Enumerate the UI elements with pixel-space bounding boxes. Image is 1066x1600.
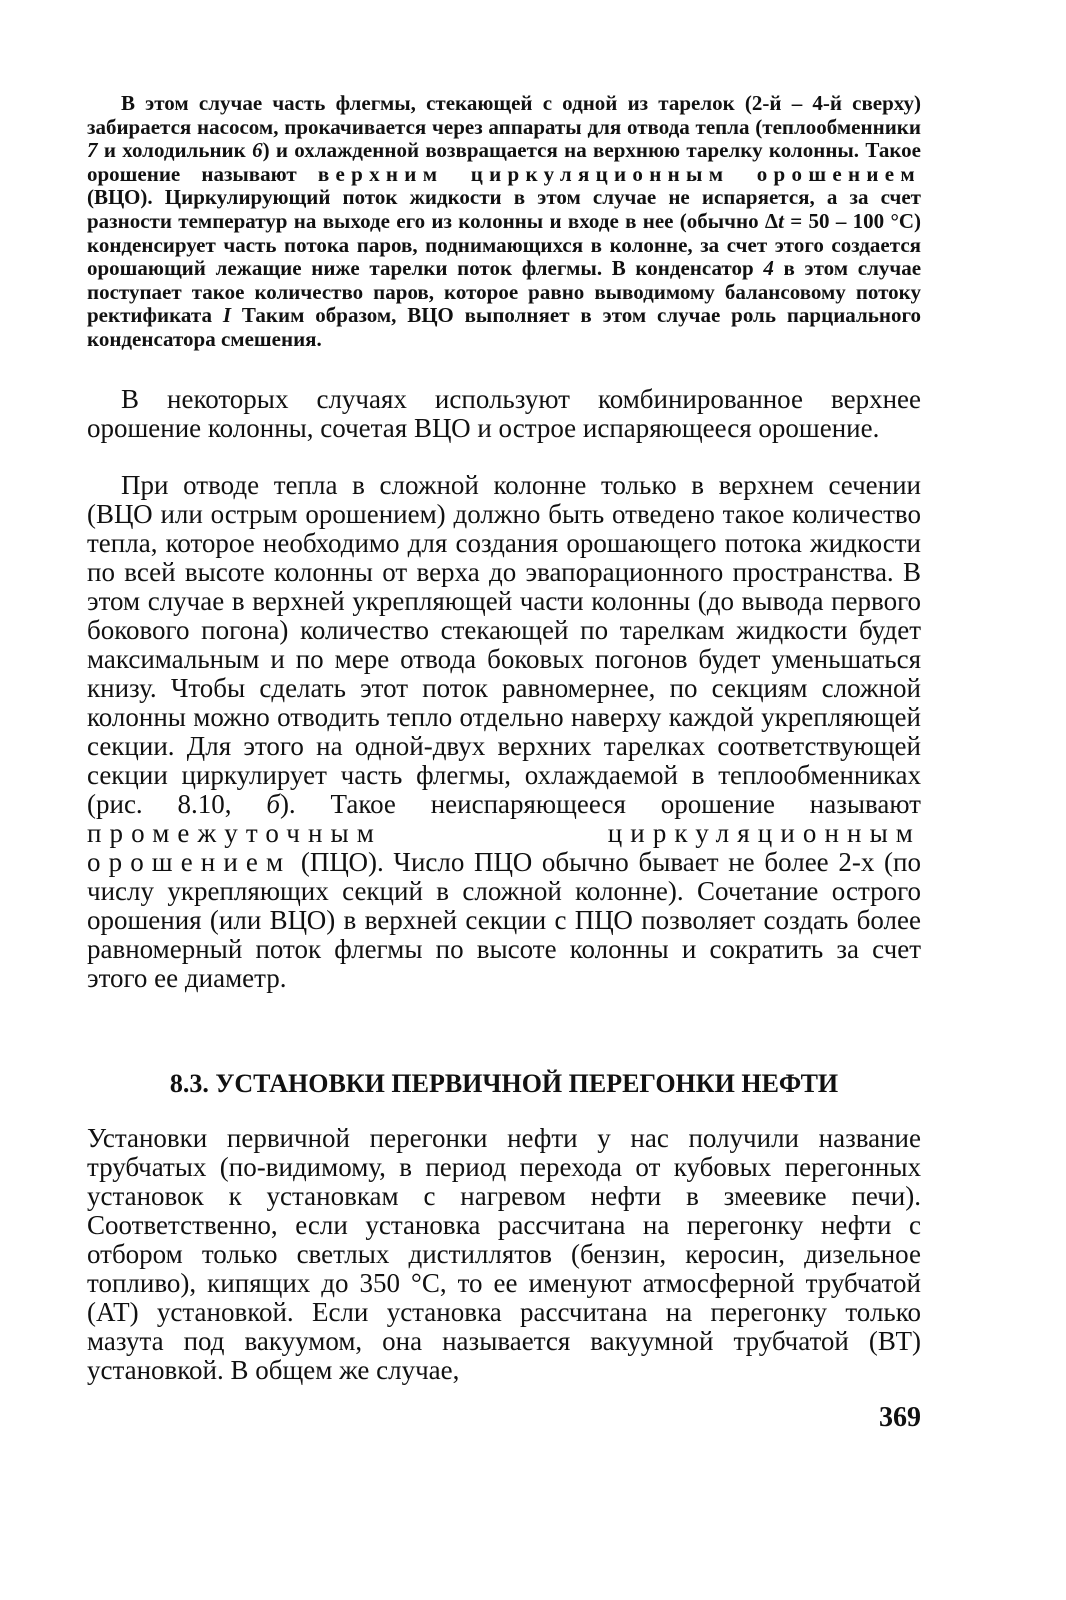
variable-t: t [778, 208, 784, 233]
text-run: При отводе тепла в сложной колонне только в верхнем сечении (ВЦО или острым орошением) должно быть отведено такое количество тепла, которое необходимо для создания орошающего потока жидкости по всей высоте колонны от верха до эвапорационного пространства. В этом случае в верхней укрепляющей части колонны (до вывода первого бокового погона) количество стекающей по тарелкам жидкости будет максимальным и по мере отвода боковых погонов будет уменьшаться книзу. Чтобы сделать этот поток равномернее, по секциям сложной колонны можно отводить тепло отдельно наверху каждой укрепляющей секции. Для этого на одной-двух верхних тарелках соответствующей секции циркулирует часть флегмы, охлаждаемой в теплообменниках (рис. 8.10, [87, 470, 921, 819]
text-run: ). Такое неиспаряющееся орошение называют [279, 789, 921, 819]
text-run: (ПЦО). Число ПЦО обычно бывает не более 2-х (по числу укрепляющих секций в сложной колонне). Сочетание острого орошения (или ВЦО) в верхней секции с ПЦО позволяет создать более равномерный поток флегмы по высоте колонны и сократить за счет этого ее диаметр. [87, 847, 921, 993]
text-run: (ВЦО). Циркулирующий поток жидкости в этом случае не испаряется, а за счет разности температур на выходе его из колонны и входе в нее (обычно Δ [87, 185, 921, 233]
ref-number: 4 [763, 256, 774, 281]
text-run: Таким образом, ВЦО выполняет в этом случае роль парциального конденсатора смешения. [87, 303, 921, 351]
ref-number: I [222, 303, 232, 328]
paragraph-heat-removal [87, 471, 921, 993]
paragraph-installations: Установки первичной перегонки нефти у нас получили название трубчатых (по-видимому, в период перехода от кубовых перегонных установок к установкам с нагревом нефти в змеевике печи). Соответственно, если установка рассчитана на перегонку нефти с отбором только светлых дистиллятов (бензин, керосин, дизельное топливо), кипящих до 350 °С, то ее именуют атмосферной трубчатой (АТ) установкой. Если установка рассчитана на перегонку только мазута под вакуумом, она называется вакуумной трубчатой (ВТ) установкой. В общем же случае, [87, 1123, 921, 1385]
paragraph-combined-reflux: В некоторых случаях используют комбинированное верхнее орошение колонны, сочетая ВЦО и острое испаряющееся орошение. [87, 384, 921, 443]
section-heading: 8.3. УСТАНОВКИ ПЕРВИЧНОЙ ПЕРЕГОНКИ НЕФТИ [169, 1069, 839, 1098]
ref-number: 7 [87, 138, 98, 163]
ref-number: 6 [252, 138, 263, 163]
text-run: ) и охлажденной возвращается на верхнюю тарелку колонны. Такое орошение называют [87, 138, 922, 186]
spaced-term: промежуточным циркуляционным орошением [87, 818, 921, 877]
text-run: В этом случае часть флегмы, стекающей с одной из тарелок (2-й – 4-й сверху) забирается насосом, прокачивается через аппараты для отвода тепла (теплообменники [87, 91, 921, 139]
text-run: = 50 – 100 °С) конденсирует часть потока паров, поднимающихся в колонне, за счет этого создается орошающий лежащие ниже тарелки поток флегмы. В конденсатор [87, 208, 921, 281]
text-run: в этом случае поступает такое количество паров, которое равно выводимому балансовому потоку ректификата [87, 256, 922, 328]
figure-ref: б [266, 789, 280, 819]
paragraph-small-print [87, 92, 921, 352]
page-number: 369 [879, 1402, 921, 1433]
spaced-term: верхним циркуляционным орошением [317, 161, 921, 186]
text-run: и холодильник [97, 138, 253, 163]
